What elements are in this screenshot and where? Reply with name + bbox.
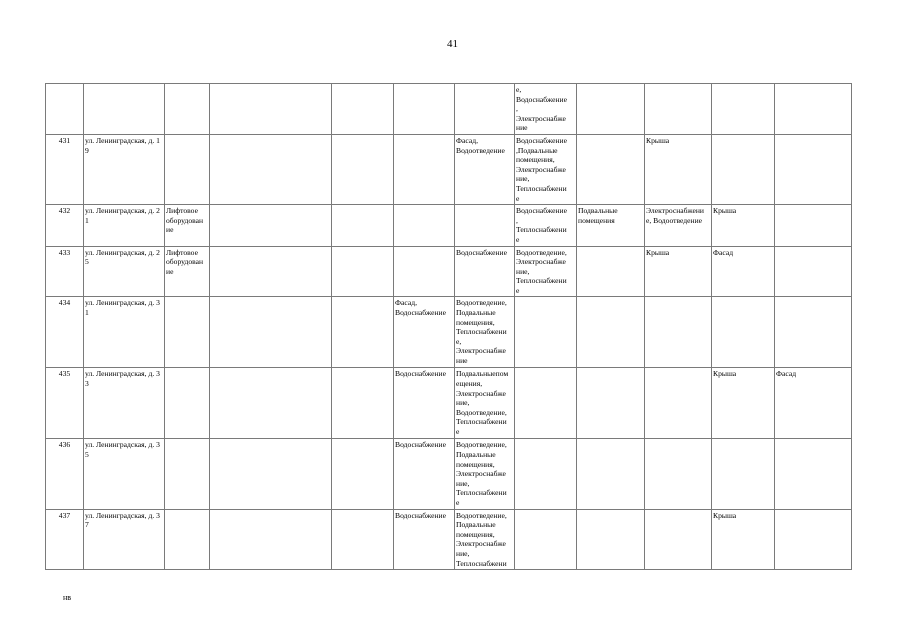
table-cell: Крыша — [712, 509, 775, 570]
table-cell — [210, 368, 332, 439]
row-number-cell: 432 — [46, 205, 84, 246]
table-cell — [645, 297, 712, 368]
table-cell: Водоснабжение — [394, 368, 455, 439]
table-cell — [332, 84, 394, 135]
table-cell — [394, 246, 455, 297]
row-number-cell: 435 — [46, 368, 84, 439]
table-row — [46, 246, 852, 297]
address-cell: ул. Ленинградская, д. 19 — [84, 134, 165, 204]
table-cell: Электроснабжени е, Водоотведение — [645, 205, 712, 246]
address-cell: ул. Ленинградская, д. 33 — [84, 368, 165, 439]
table-cell: Водоотведение, Подвальные помещения, Электроснабже ние, Теплоснабжени — [455, 509, 515, 570]
table-cell — [775, 246, 852, 297]
table-cell — [210, 246, 332, 297]
table-cell — [332, 439, 394, 509]
table-cell — [165, 439, 210, 509]
table-row — [46, 297, 852, 368]
works-table — [45, 83, 852, 570]
table-cell: е, Водоснабжение , Электроснабже ние — [515, 84, 577, 135]
table-cell: Лифтовое оборудован ие — [165, 205, 210, 246]
table-cell: Водоотведение, Подвальные помещения, Теплоснабжени е, Электроснабже ние — [455, 297, 515, 368]
address-cell: ул. Ленинградская, д. 25 — [84, 246, 165, 297]
table-cell: Крыша — [712, 205, 775, 246]
table-cell — [775, 134, 852, 204]
table-cell: Крыша — [712, 368, 775, 439]
table-cell — [455, 84, 515, 135]
table-cell: Фасад — [712, 246, 775, 297]
table-cell: Лифтовое оборудован ие — [165, 246, 210, 297]
table-cell — [210, 297, 332, 368]
address-cell: ул. Ленинградская, д. 35 — [84, 439, 165, 509]
table-cell — [165, 509, 210, 570]
table-cell: Водоотведение, Подвальные помещения, Электроснабже ние, Теплоснабжени е — [455, 439, 515, 509]
table-cell — [165, 84, 210, 135]
table-cell — [577, 509, 645, 570]
table-cell — [332, 246, 394, 297]
table-cell — [712, 439, 775, 509]
table-cell — [394, 134, 455, 204]
table-cell — [775, 84, 852, 135]
table-cell — [645, 84, 712, 135]
table-cell — [394, 205, 455, 246]
table-cell — [775, 439, 852, 509]
table-cell — [515, 368, 577, 439]
table-cell — [165, 368, 210, 439]
table-cell: Фасад, Водоотведение — [455, 134, 515, 204]
table-cell — [332, 205, 394, 246]
table-cell — [645, 368, 712, 439]
table-cell — [577, 297, 645, 368]
table-cell — [210, 439, 332, 509]
table-cell: Водоснабжение ,Подвальные помещения, Электроснабже ние, Теплоснабжени е — [515, 134, 577, 204]
table-cell: Фасад — [775, 368, 852, 439]
table-row — [46, 134, 852, 204]
table-body — [46, 84, 852, 570]
row-number-cell: 434 — [46, 297, 84, 368]
address-cell: ул. Ленинградская, д. 37 — [84, 509, 165, 570]
table-cell: Водоотведение, Электроснабже ние, Теплоснабжени е — [515, 246, 577, 297]
table-cell — [577, 368, 645, 439]
table-cell: Водоснабжение — [455, 246, 515, 297]
table-cell: Фасад, Водоснабжение — [394, 297, 455, 368]
table-cell — [332, 509, 394, 570]
table-cell — [712, 84, 775, 135]
table-cell — [332, 297, 394, 368]
table-cell — [712, 297, 775, 368]
table-cell — [775, 205, 852, 246]
address-cell — [84, 84, 165, 135]
table-cell — [210, 134, 332, 204]
table-cell — [645, 439, 712, 509]
table-cell — [210, 84, 332, 135]
table-cell — [394, 84, 455, 135]
table-cell — [577, 134, 645, 204]
table-cell: Водоснабжение — [394, 509, 455, 570]
table-cell — [775, 509, 852, 570]
table-cell — [165, 297, 210, 368]
table-cell — [577, 439, 645, 509]
table-cell: Водоснабжение , Теплоснабжени е — [515, 205, 577, 246]
table-row — [46, 84, 852, 135]
row-number-cell: 436 — [46, 439, 84, 509]
address-cell: ул. Ленинградская, д. 31 — [84, 297, 165, 368]
table-cell — [577, 246, 645, 297]
table-row — [46, 205, 852, 246]
table-cell — [332, 134, 394, 204]
page-number: 41 — [447, 38, 458, 50]
table-cell — [712, 134, 775, 204]
table-cell — [577, 84, 645, 135]
table-cell — [210, 509, 332, 570]
table-row — [46, 439, 852, 509]
table-cell: Крыша — [645, 134, 712, 204]
table-cell — [332, 368, 394, 439]
table-cell — [515, 509, 577, 570]
table-cell: Крыша — [645, 246, 712, 297]
row-number-cell — [46, 84, 84, 135]
table-cell — [645, 509, 712, 570]
table-row — [46, 509, 852, 570]
address-cell: ул. Ленинградская, д. 21 — [84, 205, 165, 246]
table-cell: Подвальные помещения — [577, 205, 645, 246]
table-cell: Водоснабжение — [394, 439, 455, 509]
row-number-cell: 437 — [46, 509, 84, 570]
table-cell — [455, 205, 515, 246]
footer-mark: нв — [63, 593, 72, 602]
row-number-cell: 433 — [46, 246, 84, 297]
table-cell: Подвальныепом ещения, Электроснабже ние, Водоотведение, Теплоснабжени е — [455, 368, 515, 439]
table-cell — [165, 134, 210, 204]
table-cell — [775, 297, 852, 368]
table-cell — [515, 297, 577, 368]
table-cell — [210, 205, 332, 246]
row-number-cell: 431 — [46, 134, 84, 204]
table-cell — [515, 439, 577, 509]
table-row — [46, 368, 852, 439]
